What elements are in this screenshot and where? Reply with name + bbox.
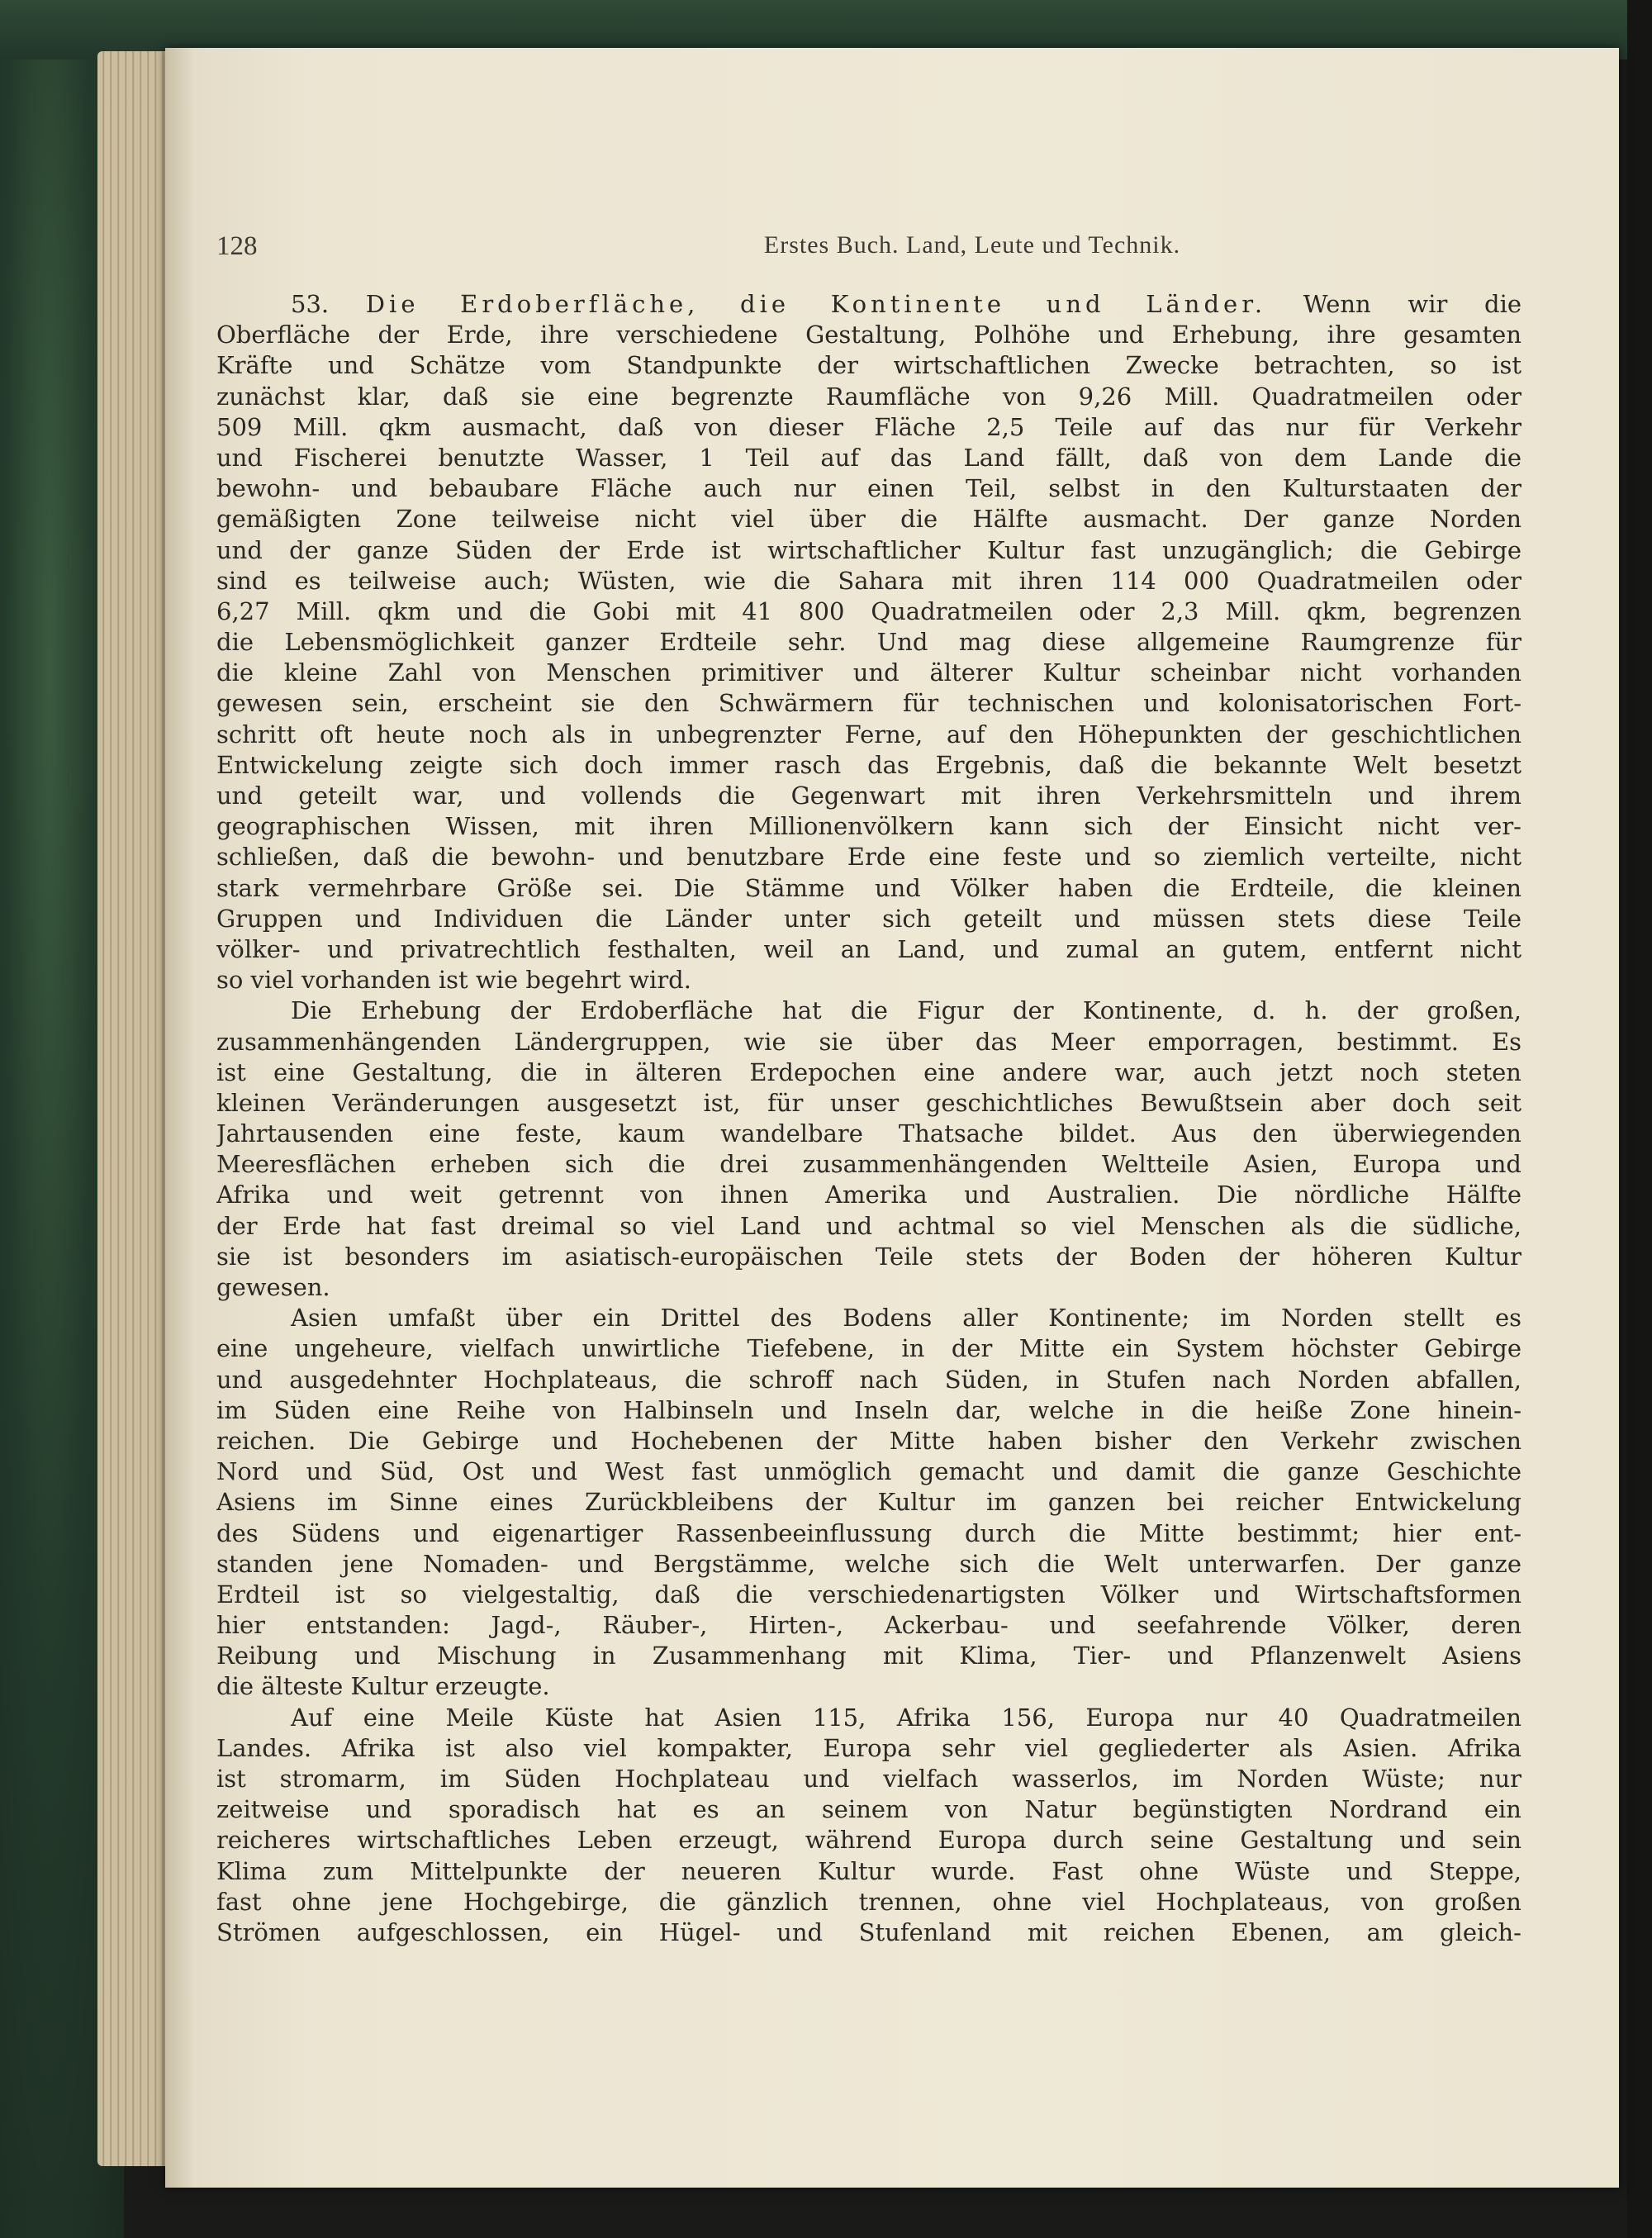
text-line: die älteste Kultur erzeugte.: [216, 1672, 550, 1701]
text-line: Strömen aufgeschlossen, ein Hügel- und Stufenland mit reichen Ebenen, am gleich-: [216, 1917, 1521, 1946]
section-title: Die Erdoberfläche, die Kontinente und Länder.: [365, 290, 1267, 318]
text-line: ist stromarm, im Süden Hochplateau und vielfach wasserlos, im Norden Wüste; nur: [216, 1765, 1521, 1793]
text-line: Die Erhebung der Erdoberfläche hat die Figur der Kontinente, d. h. der großen,: [291, 996, 1521, 1025]
text-line: und Fischerei benutzte Wasser, 1 Teil auf das Land fällt, daß von dem Lande die: [216, 443, 1521, 472]
text-line: Reibung und Mischung in Zusammenhang mit Klima, Tier- und Pflanzenwelt Asiens: [216, 1642, 1521, 1670]
body-text: [216, 289, 1521, 1948]
text-line: und ausgedehnter Hochplateaus, die schroff nach Süden, in Stufen nach Norden abfallen,: [216, 1365, 1521, 1394]
text-line: Landes. Afrika ist also viel kompakter, Europa sehr viel gegliederter als Asien. Afrika: [216, 1733, 1521, 1762]
text-line: die kleine Zahl von Menschen primitiver und älterer Kultur scheinbar nicht vorhanden: [216, 658, 1521, 687]
text-line: eine ungeheure, vielfach unwirtliche Tiefebene, in der Mitte ein System höchster Gebirge: [216, 1334, 1521, 1363]
text-line: zeitweise und sporadisch hat es an seinem von Natur begünstigten Nordrand ein: [216, 1795, 1521, 1824]
text-line-content: Wenn wir die: [1303, 290, 1521, 318]
text-line: Afrika und weit getrennt von ihnen Amerika und Australien. Die nördliche Hälfte: [216, 1181, 1521, 1209]
text-line: Oberfläche der Erde, ihre verschiedene Gestaltung, Polhöhe und Erhebung, ihre gesamten: [216, 321, 1521, 349]
text-line: hier entstanden: Jagd-, Räuber-, Hirten-, Ackerbau- und seefahrende Völker, deren: [216, 1611, 1521, 1640]
text-line: Asien umfaßt über ein Drittel des Bodens aller Kontinente; im Norden stellt es: [291, 1304, 1521, 1333]
text-line: der Erde hat fast dreimal so viel Land und achtmal so viel Menschen als die südliche,: [216, 1211, 1521, 1240]
text-line: standen jene Nomaden- und Bergstämme, welche sich die Welt unterwarfen. Der ganze: [216, 1549, 1521, 1578]
text-line: reicheres wirtschaftliches Leben erzeugt, während Europa durch seine Gestaltung und sein: [216, 1826, 1521, 1855]
text-line: schließen, daß die bewohn- und benutzbare Erde eine feste und so ziemlich verteilte, nicht: [216, 843, 1521, 872]
text-line: Nord und Süd, Ost und West fast unmöglich gemacht und damit die ganze Geschichte: [216, 1457, 1521, 1486]
text-line: Erdteil ist so vielgestaltig, daß die verschiedenartigsten Völker und Wirtschaftsformen: [216, 1580, 1521, 1608]
text-line: ist eine Gestaltung, die in älteren Erdepochen eine andere war, auch jetzt noch steten: [216, 1057, 1521, 1086]
text-line: des Südens und eigenartiger Rassenbeeinflussung durch die Mitte bestimmt; hier ent-: [216, 1518, 1521, 1547]
text-line: Entwickelung zeigte sich doch immer rasch das Ergebnis, daß die bekannte Welt besetzt: [216, 750, 1521, 779]
text-line: Klima zum Mittelpunkte der neueren Kultur wurde. Fast ohne Wüste und Steppe,: [216, 1856, 1521, 1885]
text-line: bewohn- und bebaubare Fläche auch nur einen Teil, selbst in den Kulturstaaten der: [216, 474, 1521, 503]
text-line: sind es teilweise auch; Wüsten, wie die Sahara mit ihren 114 000 Quadratmeilen oder: [216, 566, 1521, 595]
text-line: so viel vorhanden ist wie begehrt wird.: [216, 966, 691, 995]
text-line: 509 Mill. qkm ausmacht, daß von dieser Fläche 2,5 Teile auf das nur für Verkehr: [216, 412, 1521, 441]
text-line: stark vermehrbare Größe sei. Die Stämme und Völker haben die Erdteile, die kleinen: [216, 873, 1521, 902]
section-number: 53.: [291, 290, 330, 318]
text-line: gewesen.: [216, 1273, 330, 1301]
text-line: gemäßigten Zone teilweise nicht viel über die Hälfte ausmacht. Der ganze Norden: [216, 505, 1521, 534]
text-line: Jahrtausenden eine feste, kaum wandelbare Thatsache bildet. Aus den überwiegenden: [216, 1119, 1521, 1148]
text-line: im Süden eine Reihe von Halbinseln und Inseln dar, welche in die heiße Zone hinein-: [216, 1395, 1521, 1424]
text-line: zusammenhängenden Ländergruppen, wie sie über das Meer emporragen, bestimmt. Es: [216, 1027, 1521, 1056]
text-line: die Lebensmöglichkeit ganzer Erdteile sehr. Und mag diese allgemeine Raumgrenze für: [216, 628, 1521, 657]
text-line: [216, 289, 1521, 320]
book-cover-right: [1627, 0, 1652, 2238]
text-line: völker- und privatrechtlich festhalten, weil an Land, und zumal an gutem, entfernt nicht: [216, 934, 1521, 963]
text-line: und der ganze Süden der Erde ist wirtschaftlicher Kultur fast unzugänglich; die Gebirge: [216, 535, 1521, 564]
text-line: Kräfte und Schätze vom Standpunkte der wirtschaftlichen Zwecke betrachten, so ist: [216, 351, 1521, 380]
text-line: Meeresflächen erheben sich die drei zusammenhängenden Weltteile Asien, Europa und: [216, 1150, 1521, 1179]
text-line: geographischen Wissen, mit ihren Millionenvölkern kann sich der Einsicht nicht ver-: [216, 812, 1521, 841]
page-header: [216, 231, 1521, 264]
running-head: Erstes Buch. Land, Leute und Technik.: [763, 231, 1181, 259]
text-line: fast ohne jene Hochgebirge, die gänzlich trennen, ohne viel Hochplateaus, von großen: [216, 1887, 1521, 1916]
text-line: Gruppen und Individuen die Länder unter sich geteilt und müssen stets diese Teile: [216, 904, 1521, 933]
text-line: reichen. Die Gebirge und Hochebenen der Mitte haben bisher den Verkehr zwischen: [216, 1426, 1521, 1455]
text-line: 6,27 Mill. qkm und die Gobi mit 41 800 Quadratmeilen oder 2,3 Mill. qkm, begrenzen: [216, 596, 1521, 625]
text-line: schritt oft heute noch als in unbegrenzter Ferne, auf den Höhepunkten der geschichtlichen: [216, 720, 1521, 748]
text-line: gewesen sein, erscheint sie den Schwärmern für technischen und kolonisatorischen Fort-: [216, 689, 1521, 718]
text-line: kleinen Veränderungen ausgesetzt ist, für unser geschichtliches Bewußtsein aber doch seit: [216, 1088, 1521, 1117]
text-line: Asiens im Sinne eines Zurückbleibens der Kultur im ganzen bei reicher Entwickelung: [216, 1488, 1521, 1517]
text-line: zunächst klar, daß sie eine begrenzte Raumfläche von 9,26 Mill. Quadratmeilen oder: [216, 382, 1521, 411]
text-line: und geteilt war, und vollends die Gegenwart mit ihren Verkehrsmitteln und ihrem: [216, 782, 1521, 810]
page-number: 128: [216, 231, 258, 261]
text-line: Auf eine Meile Küste hat Asien 115, Afrika 156, Europa nur 40 Quadratmeilen: [291, 1703, 1521, 1732]
text-line: sie ist besonders im asiatisch-europäischen Teile stets der Boden der höheren Kultur: [216, 1242, 1521, 1271]
